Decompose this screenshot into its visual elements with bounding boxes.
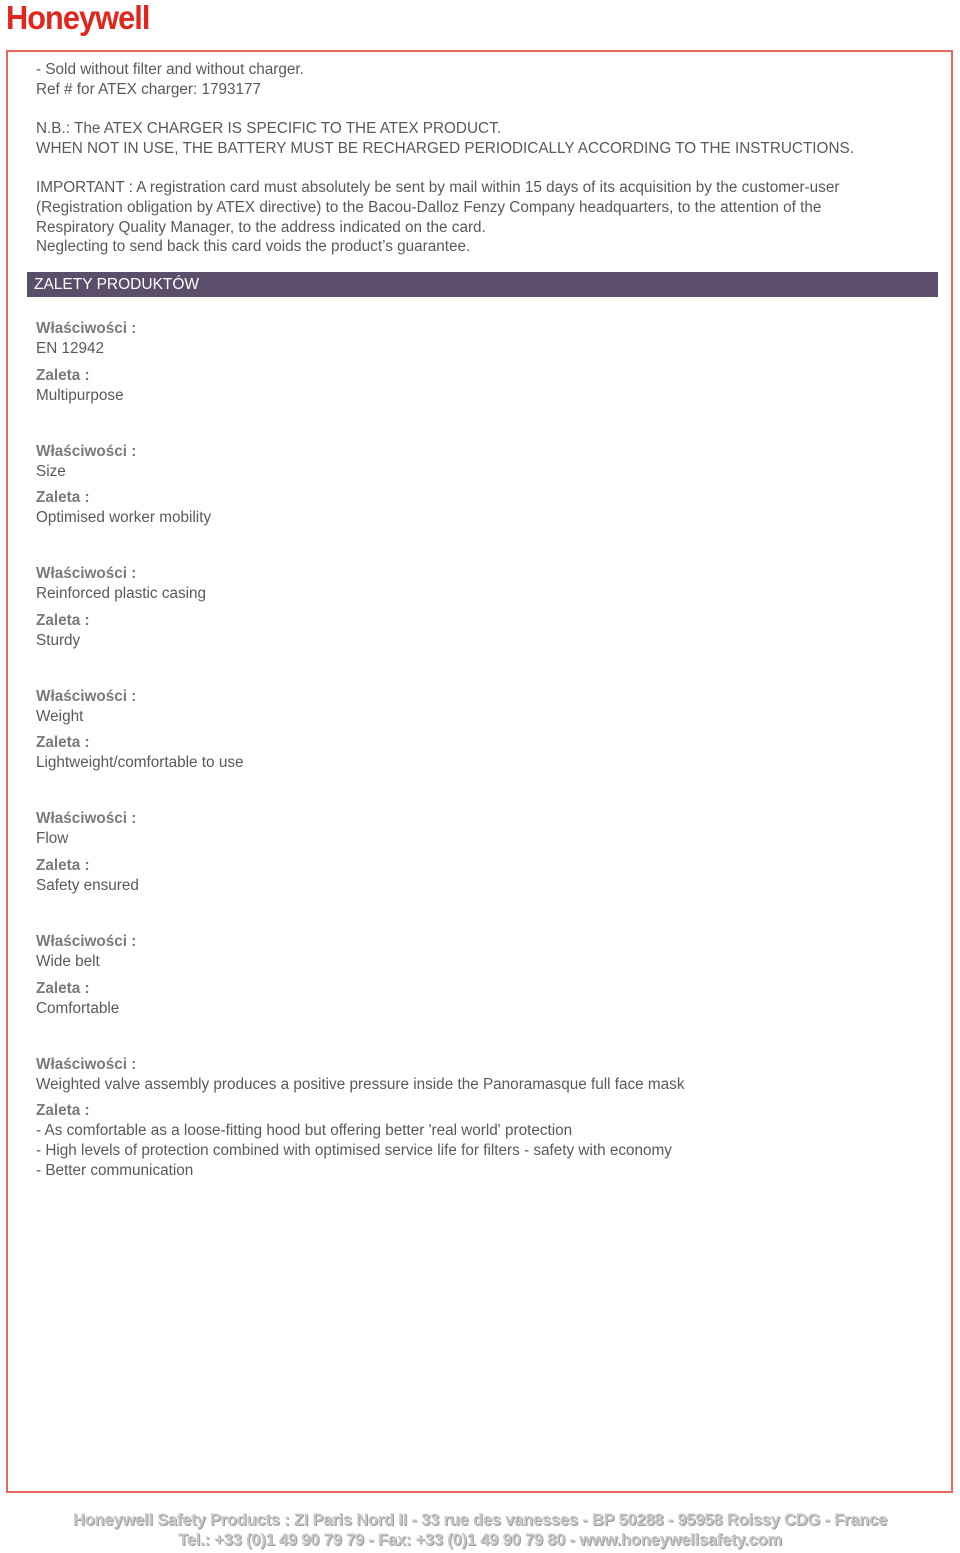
footer-contact: Tel.: +33 (0)1 49 90 79 79 - Fax: +33 (0)1 49 90 79 80 - www.honeywellsafety.com	[178, 1531, 782, 1549]
property-value: Reinforced plastic casing	[36, 585, 207, 603]
property-label: Właściwości :	[36, 932, 137, 950]
important-line-1: IMPORTANT : A registration card must absolutely be sent by mail within 15 days of its acquisition by the customer-user	[36, 179, 840, 197]
intro-line-sold: - Sold without filter and without charger.	[36, 61, 304, 78]
benefit-value: Lightweight/comfortable to use	[36, 754, 244, 772]
property-value: Flow	[36, 830, 69, 848]
feature-item	[36, 319, 916, 442]
nb-line-1: N.B.: The ATEX CHARGER IS SPECIFIC TO THE ATEX PRODUCT.	[36, 120, 501, 138]
footer-address: Honeywell Safety Products : ZI Paris Nord II - 33 rue des vanesses - BP 50288 - 95958 Roissy CDG - France	[72, 1511, 888, 1529]
feature-item	[36, 442, 916, 565]
section-header: ZALETY PRODUKTÓW	[27, 272, 938, 297]
feature-item	[36, 1055, 916, 1178]
benefit-value: Safety ensured	[36, 877, 139, 895]
important-line-2: (Registration obligation by ATEX directive) to the Bacou-Dalloz Fenzy Company headquarters, to the attention of the	[36, 198, 822, 216]
property-label: Właściwości :	[36, 565, 137, 583]
benefit-value: Multipurpose	[36, 386, 124, 404]
honeywell-logo: Honeywell	[6, 0, 150, 36]
property-label: Właściwości :	[36, 1055, 137, 1073]
property-value: Weighted valve assembly produces a positive pressure inside the Panoramasque full face mask	[36, 1075, 685, 1093]
property-label: Właściwości :	[36, 687, 137, 705]
feature-item	[36, 687, 916, 810]
nb-line-2: WHEN NOT IN USE, THE BATTERY MUST BE RECHARGED PERIODICALLY ACCORDING TO THE INSTRUCTIONS.	[36, 139, 854, 157]
property-value: Weight	[36, 707, 84, 725]
benefit-label: Zaleta :	[36, 489, 90, 507]
important-line-4: Neglecting to send back this card voids the product’s guarantee.	[36, 238, 471, 256]
property-value: Wide belt	[36, 952, 100, 970]
property-value: EN 12942	[36, 340, 105, 357]
benefit-label: Zaleta :	[36, 611, 90, 629]
features-list	[36, 319, 916, 1177]
benefit-label: Zaleta :	[36, 1102, 90, 1120]
property-label: Właściwości :	[36, 320, 137, 337]
benefit-value: - High levels of protection combined with optimised service life for filters - safety with economy	[36, 1141, 672, 1159]
benefit-value: - Better communication	[36, 1161, 194, 1179]
property-value: Size	[36, 462, 66, 480]
benefit-value: Sturdy	[36, 631, 81, 649]
feature-item	[36, 809, 916, 932]
important-line-3: Respiratory Quality Manager, to the address indicated on the card.	[36, 218, 486, 236]
benefit-label: Zaleta :	[36, 979, 90, 997]
intro-block	[36, 60, 916, 257]
feature-item	[36, 932, 916, 1055]
benefit-label: Zaleta :	[36, 734, 90, 752]
benefit-label: Zaleta :	[36, 366, 90, 384]
property-label: Właściwości :	[36, 810, 137, 828]
benefit-label: Zaleta :	[36, 857, 90, 875]
intro-line-ref: Ref # for ATEX charger: 1793177	[36, 80, 262, 98]
benefit-value: Optimised worker mobility	[36, 509, 212, 527]
benefit-value: - As comfortable as a loose-fitting hood but offering better 'real world' protection	[36, 1122, 573, 1140]
feature-item	[36, 564, 916, 687]
benefit-value: Comfortable	[36, 999, 120, 1017]
property-label: Właściwości :	[36, 442, 137, 460]
